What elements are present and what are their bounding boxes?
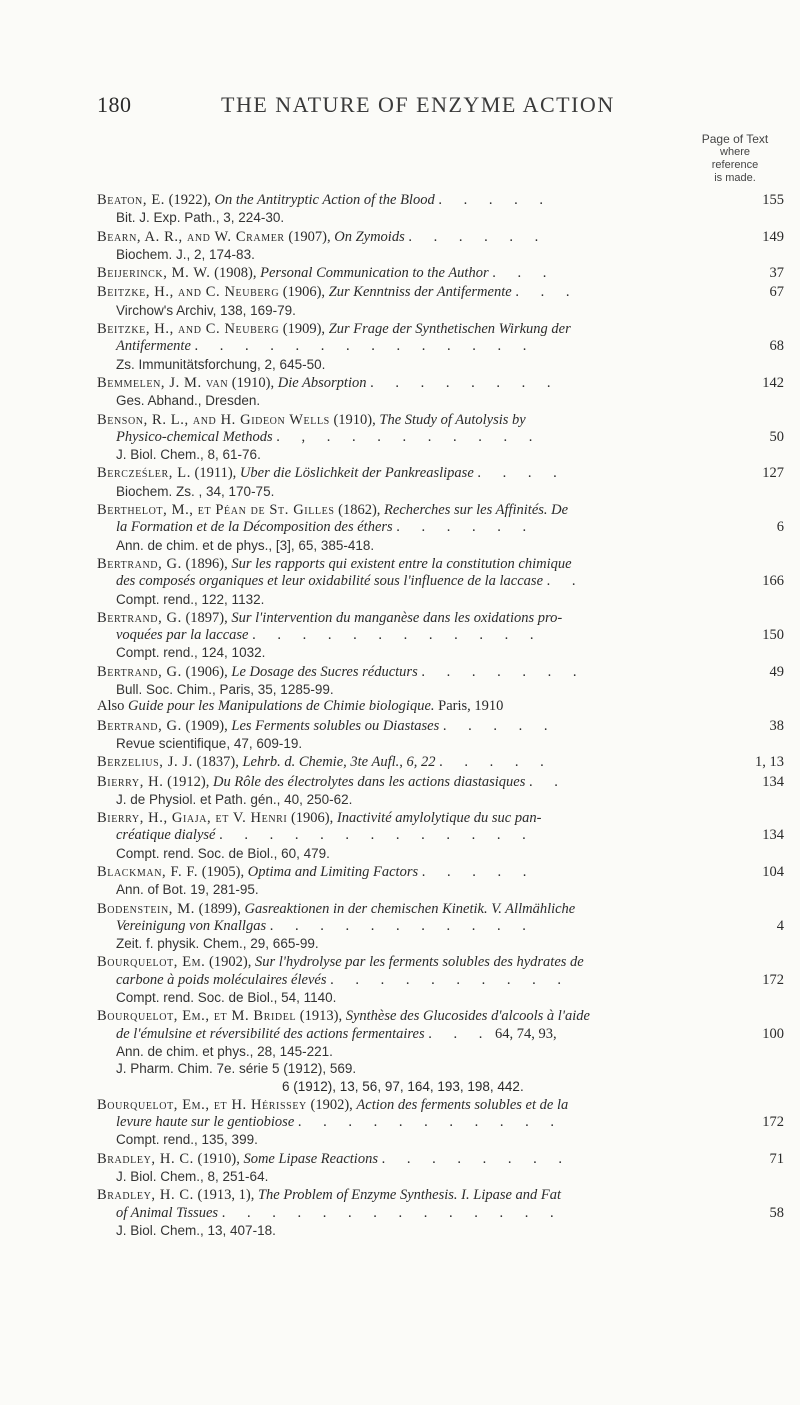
reference-page: 172 <box>762 971 784 988</box>
leader-dots: . . . . . . . . . . . . . <box>219 827 535 844</box>
entry-author: Blackman, F. F. <box>97 863 199 880</box>
entry-journal: J. de Physiol. et Path. gén., 40, 250-62. <box>116 791 353 807</box>
entry-title: Sur l'hydrolyse par les ferments solubles des hydrates de <box>254 954 584 971</box>
bibliography-entry <box>97 192 792 227</box>
reference-page: 49 <box>769 663 784 680</box>
entry-line <box>97 718 792 735</box>
entry-line <box>97 864 792 881</box>
entry-title: Recherches sur les Affinités. De <box>384 502 569 519</box>
entry-title: On Zymoids <box>334 228 405 245</box>
bibliography-list <box>97 192 792 1241</box>
leader-dots: . . . . . . . . . . . . . . <box>194 338 536 355</box>
entry-title: Le Dosage des Sucres réducturs <box>231 663 418 680</box>
entry-journal: Biochem. J., 2, 174-83. <box>116 246 255 262</box>
leader-dots: . , . . . . . . . . . <box>276 428 542 445</box>
reference-page: 149 <box>762 228 784 245</box>
reference-page: 6 <box>776 519 784 536</box>
bibliography-entry <box>97 1187 792 1239</box>
entry-line <box>97 265 792 282</box>
entry-line <box>97 1097 792 1114</box>
entry-line <box>97 519 792 536</box>
leader-dots: . . . . . . . . <box>381 1150 571 1167</box>
entry-title: Synthèse des Glucosides d'alcools à l'aide <box>345 1008 590 1025</box>
entry-author: Bemmelen, J. M. van <box>97 374 229 391</box>
entry-year: (1909), <box>282 321 326 338</box>
entry-author: Bodenstein, M. <box>97 900 195 917</box>
entry-title: The Study of Autolysis by <box>379 411 526 428</box>
entry-year: (1909), <box>185 717 228 734</box>
reference-page: 38 <box>769 717 784 734</box>
entry-title-continued: Vereinigung von Knallgas <box>116 917 267 934</box>
entry-line <box>97 1205 792 1222</box>
entry-title-continued: of Animal Tissues <box>116 1204 219 1221</box>
entry-year: (1897), <box>185 609 228 626</box>
entry-year: (1837), <box>196 754 239 771</box>
entry-author: Bourquelot, Em., et H. Hérissey <box>97 1096 307 1113</box>
entry-line <box>97 465 792 482</box>
entry-journal: Zeit. f. physik. Chem., 29, 665-99. <box>116 936 319 952</box>
entry-title-continued: carbone à poids moléculaires élevés <box>116 971 327 988</box>
entry-title-continued: des composés organiques et leur oxidabilité sous l'influence de la laccase <box>116 573 544 590</box>
entry-line <box>97 972 792 989</box>
reference-page: 134 <box>762 827 784 844</box>
bibliography-entry <box>97 610 792 662</box>
entry-title-continued: créatique dialysé <box>116 827 216 844</box>
entry-year: (1902), <box>209 954 252 971</box>
entry-title-continued: Physico-chemical Methods <box>116 428 273 445</box>
reference-page: 134 <box>762 773 784 790</box>
leader-dots: . . . . . . . . . . . <box>297 1114 564 1131</box>
entry-title: On the Antitryptic Action of the Blood <box>214 192 435 208</box>
bibliography-entry <box>97 502 792 554</box>
entry-title: Uber die Löslichkeit der Pankreaslipase <box>239 465 474 482</box>
bibliography-entry <box>97 901 792 953</box>
entry-year: (1913), <box>299 1008 343 1025</box>
leader-dots: . . . . . . <box>396 519 536 536</box>
entry-title: Lehrb. d. Chemie, 3te Aufl., 6, 22 <box>242 754 436 771</box>
entry-line <box>97 774 792 791</box>
entry-title: Action des ferments solubles et de la <box>356 1096 569 1113</box>
reference-page: 127 <box>762 465 784 482</box>
entry-author: Beaton, E. <box>97 192 165 208</box>
entry-journal: J. Biol. Chem., 8, 61-76. <box>116 447 261 463</box>
entry-author: Berthelot, M., et Péan de St. Gilles <box>97 502 335 519</box>
bibliography-entry <box>97 810 792 862</box>
reference-page: 1, 13 <box>755 754 784 771</box>
entry-year: (1910), <box>333 411 376 428</box>
entry-journal: Ann. de chim. et de phys., [3], 65, 385-418. <box>116 537 375 553</box>
entry-author: Bourquelot, Em., et M. Bridel <box>97 1008 297 1025</box>
entry-year: (1910), <box>231 374 275 391</box>
leader-dots: . . . . . <box>438 192 552 208</box>
entry-author: Berzelius, J. J. <box>97 754 193 771</box>
reference-page: 50 <box>769 428 784 445</box>
entry-year: (1906), <box>185 663 228 680</box>
entry-line <box>97 284 792 301</box>
entry-author: Bertrand, G. <box>97 717 182 734</box>
leader-dots: . . . . . <box>439 754 553 771</box>
entry-year: (1906), <box>282 284 326 301</box>
entry-line <box>97 610 792 627</box>
reference-page: 172 <box>762 1114 784 1131</box>
leader-dots: . . . . . . . . . . . . . . <box>221 1204 563 1221</box>
entry-year: (1910), <box>197 1150 240 1167</box>
entry-journal: Compt. rend., 135, 399. <box>116 1132 258 1148</box>
entry-title: Sur l'intervention du manganèse dans les oxidations pro- <box>231 609 563 626</box>
page-reference-column-note <box>680 133 790 185</box>
reference-page: 4 <box>776 917 784 934</box>
entry-title: Les Ferments solubles ou Diastases <box>231 717 440 734</box>
entry-journal: Ann. de chim. et phys., 28, 145-221. <box>116 1043 333 1059</box>
entry-line <box>97 321 792 338</box>
entry-year: (1902), <box>310 1096 353 1113</box>
entry-author: Bercześler, L. <box>97 465 191 482</box>
entry-line <box>97 901 792 918</box>
entry-author: Bertrand, G. <box>97 609 182 626</box>
entry-year: (1912), <box>167 773 210 790</box>
entry-journal: Revue scientifique, 47, 609-19. <box>116 735 303 751</box>
bibliography-entry <box>97 465 792 500</box>
entry-year: (1899), <box>198 900 241 917</box>
entry-journal: J. Biol. Chem., 13, 407-18. <box>116 1222 276 1238</box>
entry-author: Bourquelot, Em. <box>97 954 206 971</box>
reference-page: 67 <box>769 284 784 301</box>
entry-title: Zur Kenntniss der Antifermente <box>328 284 512 301</box>
running-title: THE NATURE OF ENZYME ACTION <box>221 92 615 117</box>
entry-author: Bradley, H. C. <box>97 1150 194 1167</box>
bibliography-entry <box>97 556 792 608</box>
extra-title: Guide pour les Manipulations de Chimie biologique. <box>128 698 435 715</box>
entry-line <box>97 375 792 392</box>
reference-page: 142 <box>762 374 784 391</box>
entry-title-continued: Antifermente <box>116 338 191 355</box>
entry-journal: Compt. rend., 122, 1132. <box>116 591 265 607</box>
entry-author: Bertrand, G. <box>97 663 182 680</box>
entry-year: (1905), <box>201 863 245 880</box>
page-number: 180 <box>97 92 132 117</box>
bibliography-entry <box>97 664 792 716</box>
entry-title: Some Lipase Reactions <box>243 1150 378 1167</box>
reference-page: 150 <box>762 627 784 644</box>
entry-line <box>97 192 792 209</box>
entry-journal: Ges. Abhand., Dresden. <box>116 393 261 409</box>
entry-title: Zur Frage der Synthetischen Wirkung der <box>328 321 571 338</box>
reference-page: 155 <box>762 192 784 208</box>
reference-pages-inline: 64, 74, 93, <box>494 1025 557 1042</box>
leader-dots: . . . . . <box>442 717 557 734</box>
bibliography-entry <box>97 265 792 282</box>
entry-author: Bertrand, G. <box>97 555 182 572</box>
leader-dots: . . . . . <box>421 863 536 880</box>
entry-title: The Problem of Enzyme Synthesis. I. Lipase and Fat <box>257 1187 562 1204</box>
bibliography-entry <box>97 718 792 753</box>
entry-line <box>97 810 792 827</box>
entry-title-continued: de l'émulsine et réversibilité des actions fermentaires <box>116 1025 425 1042</box>
entry-line <box>97 429 792 446</box>
entry-journal: Compt. rend., 124, 1032. <box>116 645 266 661</box>
entry-title: Personal Communication to the Author <box>260 265 489 282</box>
leader-dots: . . . . . . . . . . <box>330 971 570 988</box>
bibliography-entry <box>97 954 792 1006</box>
bibliography-entry <box>97 321 792 373</box>
entry-journal: J. Pharm. Chim. 7e. série 5 (1912), 569. <box>116 1061 357 1077</box>
entry-author: Bearn, A. R., and W. Cramer <box>97 228 285 245</box>
entry-author: Beijerinck, M. W. <box>97 265 211 282</box>
entry-line <box>97 412 792 429</box>
extra-suffix: Paris, 1910 <box>438 698 504 715</box>
entry-year: (1862), <box>338 502 381 519</box>
column-note-line: where <box>720 146 750 158</box>
entry-line <box>97 754 792 771</box>
entry-line <box>97 918 792 935</box>
entry-year: (1906), <box>290 810 334 827</box>
bibliography-entry <box>97 864 792 899</box>
column-note-line: is made. <box>714 172 756 184</box>
bibliography-entry <box>97 229 792 264</box>
bibliography-entry <box>97 412 792 464</box>
entry-line <box>97 1114 792 1131</box>
reference-page: 166 <box>762 573 784 590</box>
entry-title: Du Rôle des électrolytes dans les actions diastasiques <box>213 773 526 790</box>
bibliography-entry <box>97 774 792 809</box>
leader-dots: . . . <box>492 265 556 282</box>
entry-line <box>97 698 792 715</box>
entry-journal: Compt. rend. Soc. de Biol., 60, 479. <box>116 845 330 861</box>
entry-author: Beitzke, H., and C. Neuberg <box>97 284 280 301</box>
entry-journal: Compt. rend. Soc. de Biol., 54, 1140. <box>116 990 337 1006</box>
entry-title: Inactivité amylolytique du suc pan- <box>336 810 542 827</box>
entry-journal: 6 (1912), 13, 56, 97, 164, 193, 198, 442. <box>282 1078 524 1094</box>
entry-journal: Bull. Soc. Chim., Paris, 35, 1285-99. <box>116 682 334 698</box>
reference-page: 68 <box>769 338 784 355</box>
entry-journal: Ann. of Bot. 19, 281-95. <box>116 882 259 898</box>
entry-line <box>97 827 792 844</box>
leader-dots: . . . . . . <box>408 228 548 245</box>
entry-title: Gasreaktionen in der chemischen Kinetik. V. Allmähliche <box>244 900 576 917</box>
entry-journal: Biochem. Zs. , 34, 170-75. <box>116 483 275 499</box>
leader-dots: . . . <box>428 1025 492 1042</box>
entry-line <box>97 1008 792 1025</box>
leader-dots: . . . . <box>477 465 566 482</box>
bibliography-entry <box>97 1097 792 1149</box>
leader-dots: . . <box>546 573 585 590</box>
entry-author: Benson, R. L., and H. Gideon Wells <box>97 411 330 428</box>
leader-dots: . . . . . . . . . . . <box>269 917 535 934</box>
entry-title-continued: voquées par la laccase <box>116 627 249 644</box>
entry-title-continued: levure haute sur le gentiobiose <box>116 1114 295 1131</box>
entry-line <box>97 1151 792 1168</box>
column-note-line: Page of Text <box>701 132 769 146</box>
leader-dots: . . . . . . . <box>421 663 586 680</box>
reference-page: 100 <box>762 1025 784 1042</box>
entry-year: (1896), <box>185 555 228 572</box>
entry-line <box>97 1187 792 1204</box>
entry-journal: Zs. Immunitätsforchung, 2, 645-50. <box>116 356 326 372</box>
reference-page: 37 <box>769 265 784 282</box>
leader-dots: . . . . . . . . . . . . <box>252 627 543 644</box>
page-header <box>97 92 677 132</box>
entry-journal: Bit. J. Exp. Path., 3, 224-30. <box>116 210 285 226</box>
entry-author: Bierry, H., Giaja, et V. Henri <box>97 810 288 827</box>
leader-dots: . . <box>529 773 567 790</box>
entry-line <box>97 556 792 573</box>
entry-year: (1908), <box>214 265 257 282</box>
leader-dots: . . . <box>515 284 579 301</box>
bibliography-entry <box>97 284 792 319</box>
entry-title-continued: la Formation et de la Décomposition des éthers <box>116 519 393 536</box>
reference-page: 104 <box>762 863 784 880</box>
entry-year: (1907), <box>288 228 331 245</box>
entry-year: (1911), <box>194 465 237 482</box>
entry-year: (1913, 1), <box>197 1187 255 1204</box>
entry-line <box>97 664 792 681</box>
entry-year: (1922), <box>168 192 211 208</box>
reference-page: 58 <box>769 1204 784 1221</box>
bibliography-entry <box>97 754 792 771</box>
entry-title: Optima and Limiting Factors <box>247 863 419 880</box>
entry-line <box>97 1026 792 1043</box>
bibliography-entry <box>97 375 792 410</box>
entry-line <box>97 229 792 246</box>
entry-journal: Virchow's Archiv, 138, 169-79. <box>116 302 296 318</box>
entry-author: Beitzke, H., and C. Neuberg <box>97 321 280 338</box>
entry-line <box>97 954 792 971</box>
entry-journal: J. Biol. Chem., 8, 251-64. <box>116 1169 269 1185</box>
column-note-line: reference <box>711 159 759 171</box>
bibliography-entry <box>97 1151 792 1186</box>
entry-line <box>97 627 792 644</box>
entry-line <box>97 573 792 590</box>
entry-title: Die Absorption <box>277 374 367 391</box>
entry-author: Bradley, H. C. <box>97 1187 194 1204</box>
entry-title: Sur les rapports qui existent entre la constitution chimique <box>231 555 572 572</box>
extra-prefix: Also <box>97 698 125 715</box>
entry-line <box>97 338 792 355</box>
entry-author: Bierry, H. <box>97 773 164 790</box>
entry-line <box>97 502 792 519</box>
leader-dots: . . . . . . . . <box>370 374 560 391</box>
reference-page: 71 <box>769 1150 784 1167</box>
bibliography-entry <box>97 1008 792 1094</box>
